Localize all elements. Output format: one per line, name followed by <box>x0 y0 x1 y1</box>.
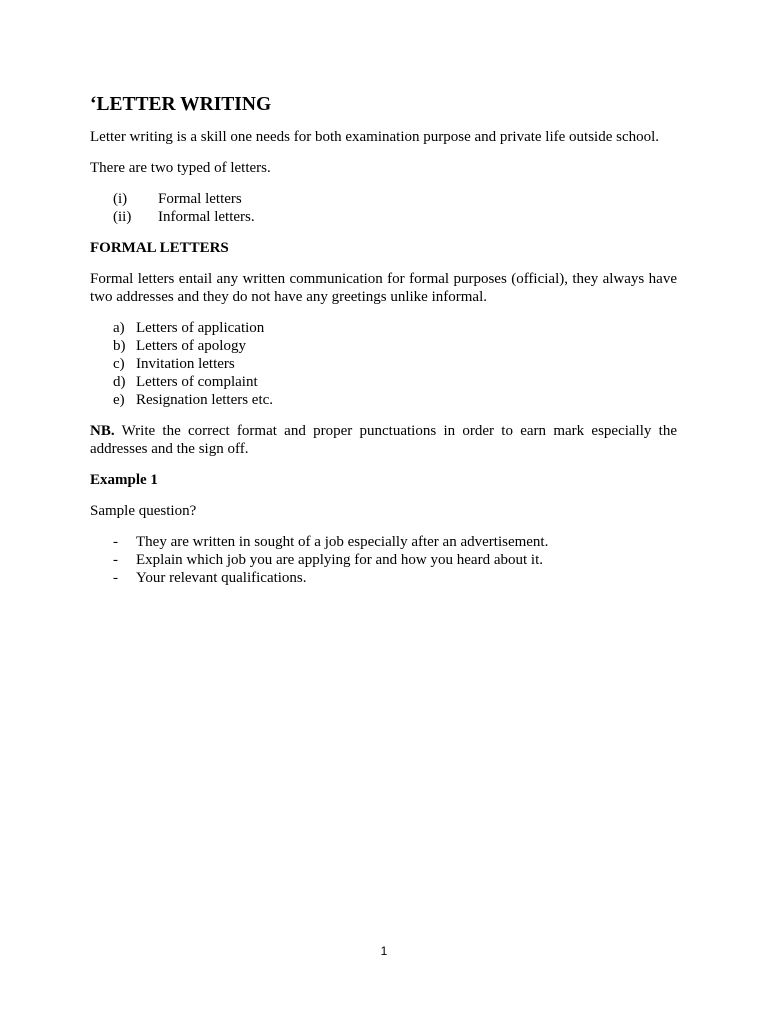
list-marker: a) <box>113 320 125 336</box>
list-item <box>90 569 677 587</box>
nb-note <box>90 422 677 458</box>
section-heading-formal-letters: FORMAL LETTERS <box>90 240 229 256</box>
list-item <box>90 319 677 337</box>
list-item <box>90 190 677 208</box>
list-marker: b) <box>113 338 126 354</box>
list-marker: c) <box>113 356 125 372</box>
list-item <box>90 208 677 226</box>
list-item-text: They are written in sought of a job especially after an advertisement. <box>136 534 549 550</box>
formal-description: Formal letters entail any written communication for formal purposes (official), they always have two addresses and they do not have any greetings unlike informal. <box>90 271 677 305</box>
list-item <box>90 355 677 373</box>
types-sentence: There are two typed of letters. <box>90 160 271 176</box>
list-item-text: Explain which job you are applying for and how you heard about it. <box>136 552 543 568</box>
list-item-text: Letters of apology <box>136 338 246 354</box>
dash-marker: - <box>113 534 118 550</box>
list-item <box>90 391 677 409</box>
list-item-text: Your relevant qualifications. <box>136 570 307 586</box>
document-title: ‘LETTER WRITING <box>90 94 272 115</box>
list-item <box>90 551 677 569</box>
page-number: 1 <box>380 944 388 958</box>
list-item-text: Resignation letters etc. <box>136 392 274 408</box>
list-marker: (i) <box>113 191 128 207</box>
list-marker: d) <box>113 374 126 390</box>
example-heading: Example 1 <box>90 472 158 488</box>
list-item <box>90 337 677 355</box>
list-item-text: Letters of application <box>136 320 265 336</box>
list-item <box>90 533 677 551</box>
formal-letter-kinds-list <box>90 319 677 409</box>
list-marker: e) <box>113 392 125 408</box>
list-item-text: Letters of complaint <box>136 374 258 390</box>
list-item-text: Formal letters <box>158 191 242 207</box>
list-item-text: Informal letters. <box>158 209 255 225</box>
document-page <box>90 92 677 600</box>
list-item-text: Invitation letters <box>136 356 235 372</box>
list-item <box>90 373 677 391</box>
intro-paragraph: Letter writing is a skill one needs for both examination purpose and private life outside school. <box>90 129 660 145</box>
nb-text: Write the correct format and proper punctuations in order to earn mark especially the addresses and the sign off. <box>90 423 677 457</box>
dash-marker: - <box>113 570 118 586</box>
letter-types-list <box>90 190 677 226</box>
nb-label: NB. <box>90 423 115 439</box>
dash-marker: - <box>113 552 118 568</box>
list-marker: (ii) <box>113 209 132 225</box>
sample-points-list <box>90 533 677 587</box>
sample-question: Sample question? <box>90 503 197 519</box>
